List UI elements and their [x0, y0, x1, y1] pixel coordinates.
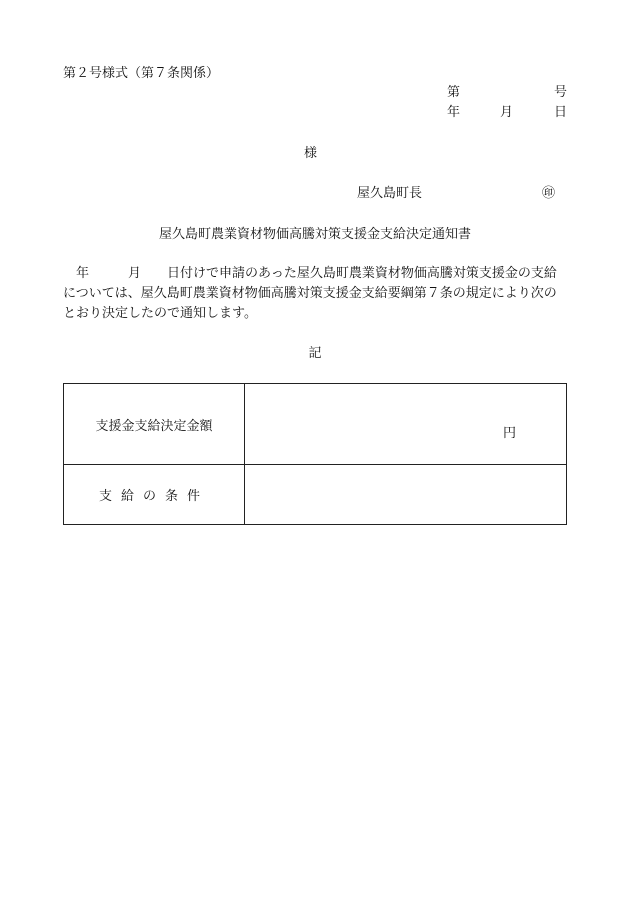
- body-paragraph-line-2: については、屋久島町農業資材物価高騰対策支援金支給要綱第７条の規定により次の: [63, 286, 557, 301]
- amount-label-cell: [64, 384, 245, 465]
- condition-label: 支給の条件: [98, 489, 209, 504]
- condition-label-cell: [64, 465, 245, 525]
- date-month-label: 月: [500, 105, 514, 120]
- ki-heading: 記: [308, 346, 322, 361]
- seal-mark: ㊞: [542, 186, 556, 201]
- body-paragraph-line-1: [63, 266, 557, 282]
- body-year-label: 年: [76, 266, 90, 281]
- body-paragraph-line-3: とおり決定したので通知します。: [63, 306, 257, 321]
- date-year-label: 年: [447, 105, 461, 120]
- detail-table: [63, 383, 567, 525]
- issuer-name: 屋久島町長: [357, 186, 423, 201]
- addressee-honorific: 様: [304, 146, 318, 161]
- table-row-amount: [64, 384, 567, 465]
- amount-unit: 円: [503, 426, 517, 441]
- table-row-condition: [64, 465, 567, 525]
- body-text-1: 日付けで申請のあった屋久島町農業資材物価高騰対策支援金の支給: [167, 266, 557, 281]
- body-month-label: 月: [128, 266, 142, 281]
- condition-value-cell[interactable]: [245, 465, 567, 525]
- amount-value-cell[interactable]: [245, 384, 567, 465]
- document-title: 屋久島町農業資材物価高騰対策支援金支給決定通知書: [158, 227, 471, 242]
- document-number-suffix: 号: [554, 85, 568, 100]
- document-number-prefix: 第: [447, 85, 461, 100]
- date-day-label: 日: [554, 105, 568, 120]
- form-number-label: 第２号様式（第７条関係）: [63, 66, 220, 81]
- amount-label: 支援金支給決定金額: [95, 418, 213, 434]
